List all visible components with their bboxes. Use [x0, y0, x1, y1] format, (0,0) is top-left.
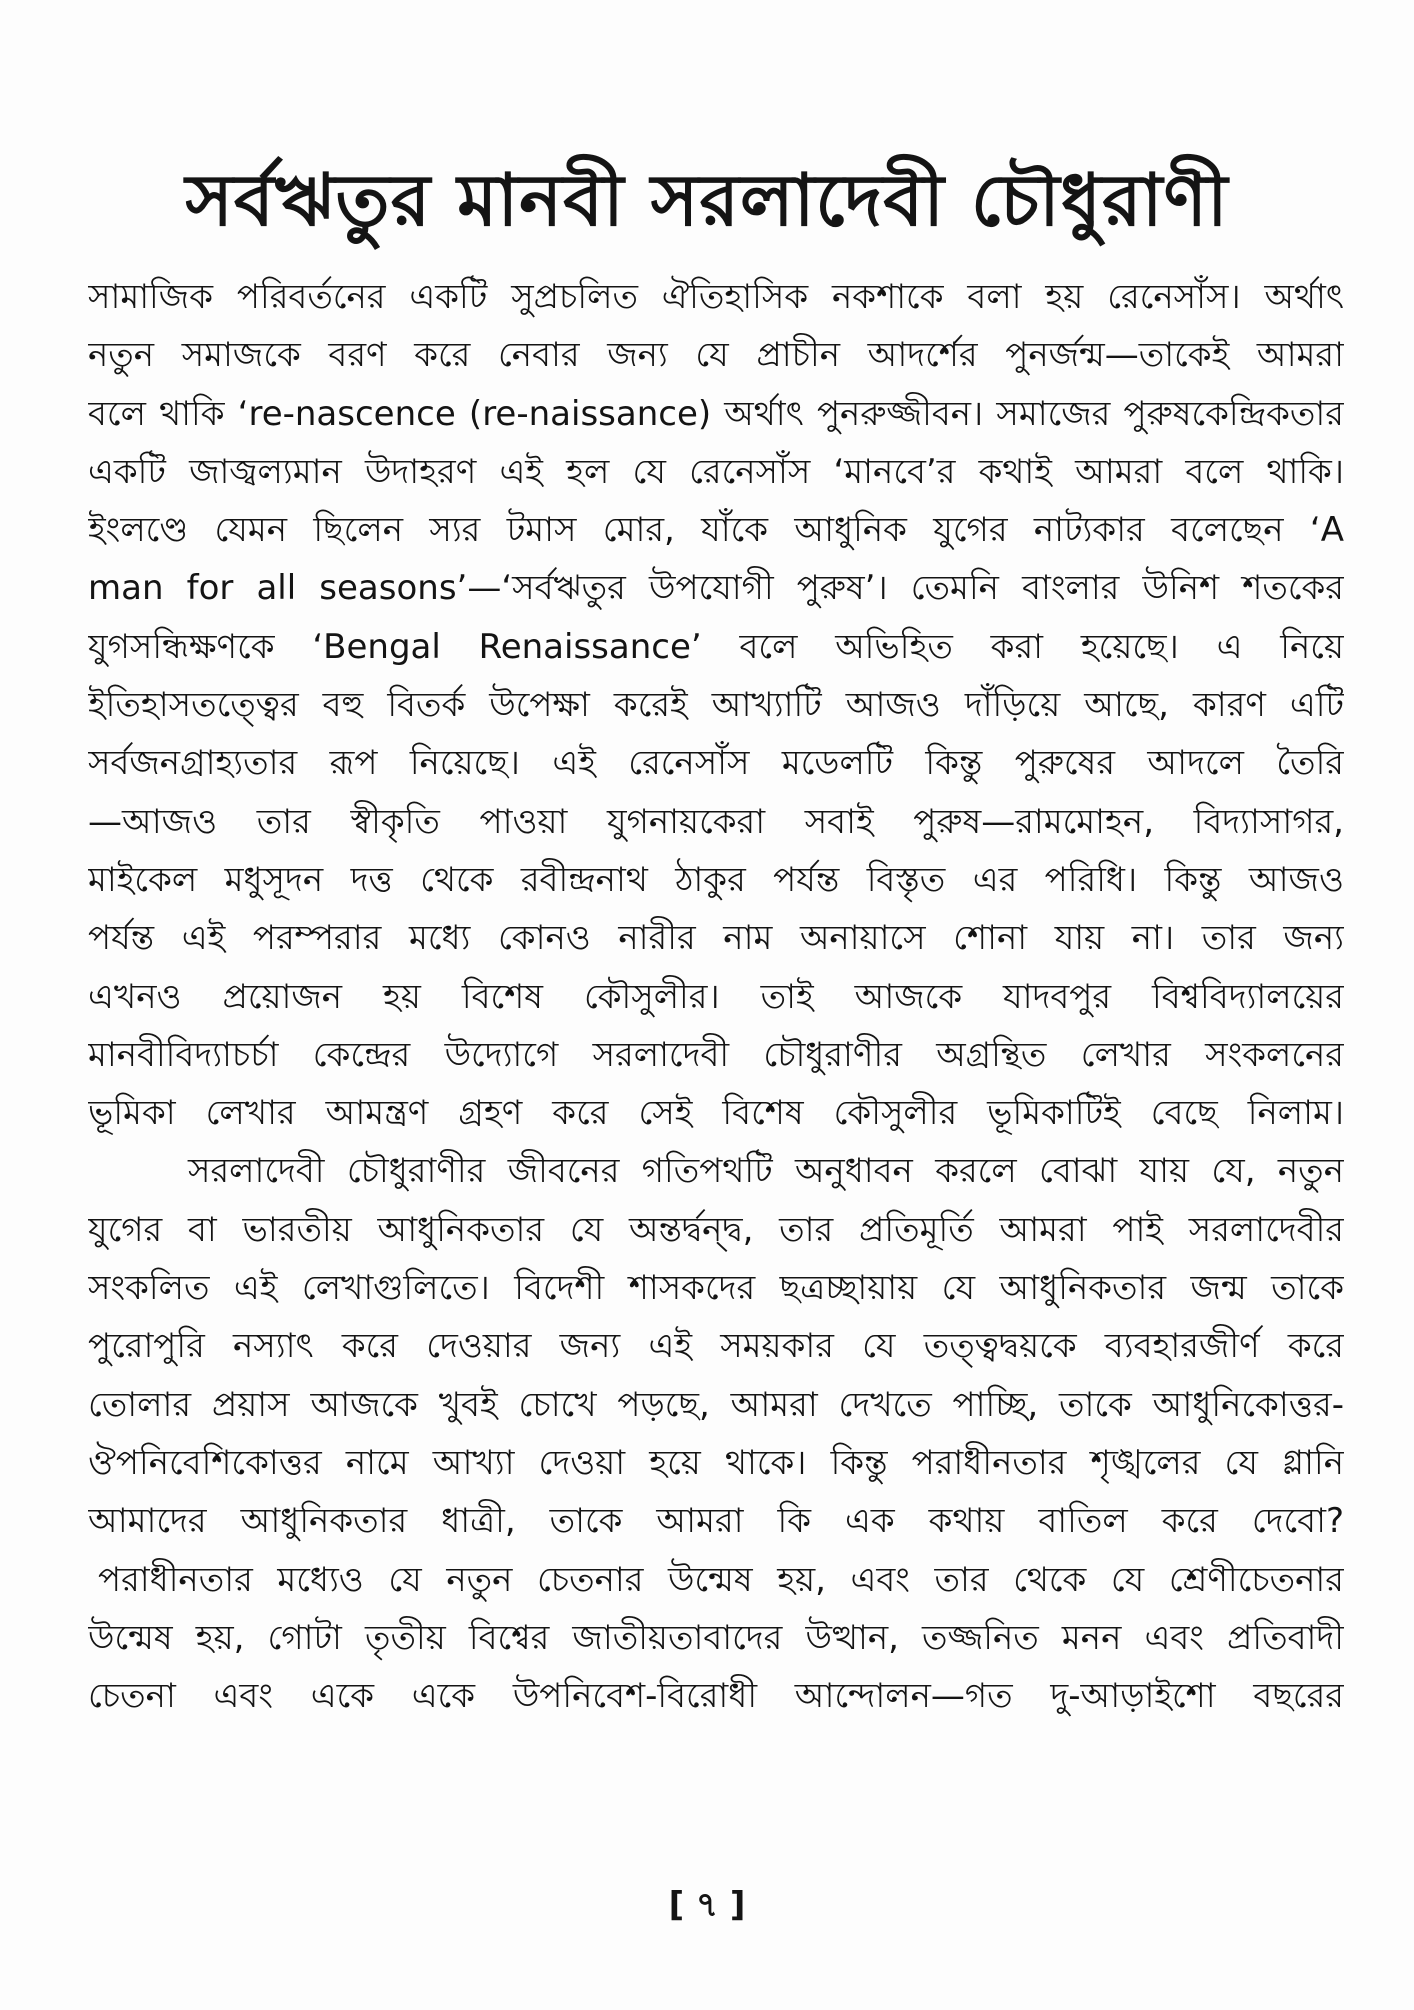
- text-line-13: এখনও প্রয়োজন হয় বিশেষ কৌসুলীর। তাই আজকে যাদবপুর বিশ্ববিদ্যালয়ের: [88, 976, 1344, 1017]
- text-line-20: তোলার প্রয়াস আজকে খুবই চোখে পড়ছে, আমরা দেখতে পাচ্ছি, তাকে আধুনিকোত্তর-: [88, 1384, 1344, 1425]
- text-line-12: পর্যন্ত এই পরম্পরার মধ্যে কোনও নারীর নাম অনায়াসে শোনা যায় না। তার জন্য: [88, 918, 1344, 959]
- text-line-2: নতুন সমাজকে বরণ করে নেবার জন্য যে প্রাচীন আদর্শের পুনর্জন্ম—তাকেই আমরা: [88, 335, 1344, 376]
- body-text: [88, 268, 1344, 1725]
- text-line-22: আমাদের আধুনিকতার ধাত্রী, তাকে আমরা কি এক কথায় বাতিল করে দেবো?: [88, 1501, 1344, 1542]
- text-line-3: বলে থাকি ‘re-nascence (re-naissance) অর্থাৎ পুনরুজ্জীবন। সমাজের পুরুষকেন্দ্রিকতার: [88, 393, 1344, 434]
- text-line-16: সরলাদেবী চৌধুরাণীর জীবনের গতিপথটি অনুধাবন করলে বোঝা যায় যে, নতুন: [188, 1151, 1344, 1192]
- page-title: সর্বঋতুর মানবী সরলাদেবী চৌধুরাণী: [185, 158, 1229, 242]
- text-line-1: সামাজিক পরিবর্তনের একটি সুপ্রচলিত ঐতিহাসিক নকশাকে বলা হয় রেনেসাঁস। অর্থাৎ: [88, 277, 1344, 317]
- text-line-18: সংকলিত এই লেখাগুলিতে। বিদেশী শাসকদের ছত্রচ্ছায়ায় যে আধুনিকতার জন্ম তাকে: [88, 1268, 1344, 1309]
- text-line-25: চেতনা এবং একে একে উপনিবেশ-বিরোধী আন্দোলন—গত দু-আড়াইশো বছরের: [88, 1676, 1344, 1717]
- text-line-9: সর্বজনগ্রাহ্যতার রূপ নিয়েছে। এই রেনেসাঁস মডেলটি কিন্তু পুরুষের আদলে তৈরি: [88, 743, 1344, 784]
- text-line-19: পুরোপুরি নস্যাৎ করে দেওয়ার জন্য এই সময়কার যে তত্ত্বদ্বয়কে ব্যবহারজীর্ণ করে: [88, 1326, 1344, 1367]
- text-line-14: মানবীবিদ্যাচর্চা কেন্দ্রের উদ্যোগে সরলাদেবী চৌধুরাণীর অগ্রন্থিত লেখার সংকলনের: [88, 1034, 1344, 1075]
- text-line-11: মাইকেল মধুসূদন দত্ত থেকে রবীন্দ্রনাথ ঠাকুর পর্যন্ত বিস্তৃত এর পরিধি। কিন্তু আজও: [88, 859, 1344, 900]
- text-line-8: ইতিহাসতত্ত্বের বহু বিতর্ক উপেক্ষা করেই আখ্যাটি আজও দাঁড়িয়ে আছে, কারণ এটি: [88, 685, 1344, 726]
- page-number: [ ৭ ]: [668, 1885, 746, 1925]
- text-line-15: ভূমিকা লেখার আমন্ত্রণ গ্রহণ করে সেই বিশেষ কৌসুলীর ভূমিকাটিই বেছে নিলাম।: [88, 1093, 1344, 1134]
- text-line-23: পরাধীনতার মধ্যেও যে নতুন চেতনার উন্মেষ হয়, এবং তার থেকে যে শ্রেণীচেতনার: [98, 1559, 1344, 1600]
- text-line-17: যুগের বা ভারতীয় আধুনিকতার যে অন্তর্দ্বন্দ্ব, তার প্রতিমূর্তি আমরা পাই সরলাদেবীর: [88, 1209, 1344, 1250]
- text-line-6: man for all seasons’—‘সর্বঋতুর উপযোগী পুরুষ’। তেমনি বাংলার উনিশ শতকের: [88, 568, 1344, 609]
- text-line-4: একটি জাজ্বল্যমান উদাহরণ এই হল যে রেনেসাঁস ‘মানবে’র কথাই আমরা বলে থাকি।: [88, 451, 1344, 492]
- text-line-5: ইংলণ্ডে যেমন ছিলেন স্যর টমাস মোর, যাঁকে আধুনিক যুগের নাট্যকার বলেছেন ‘A: [88, 510, 1344, 551]
- text-line-21: ঔপনিবেশিকোত্তর নামে আখ্যা দেওয়া হয়ে থাকে। কিন্তু পরাধীনতার শৃঙ্খলের যে গ্লানি: [88, 1442, 1344, 1483]
- text-line-10: —আজও তার স্বীকৃতি পাওয়া যুগনায়কেরা সবাই পুরুষ—রামমোহন, বিদ্যাসাগর,: [88, 801, 1344, 842]
- text-line-24: উন্মেষ হয়, গোটা তৃতীয় বিশ্বের জাতীয়তাবাদের উত্থান, তজ্জনিত মনন এবং প্রতিবাদী: [88, 1617, 1344, 1658]
- text-line-7: যুগসন্ধিক্ষণকে ‘Bengal Renaissance’ বলে অভিহিত করা হয়েছে। এ নিয়ে: [88, 626, 1344, 667]
